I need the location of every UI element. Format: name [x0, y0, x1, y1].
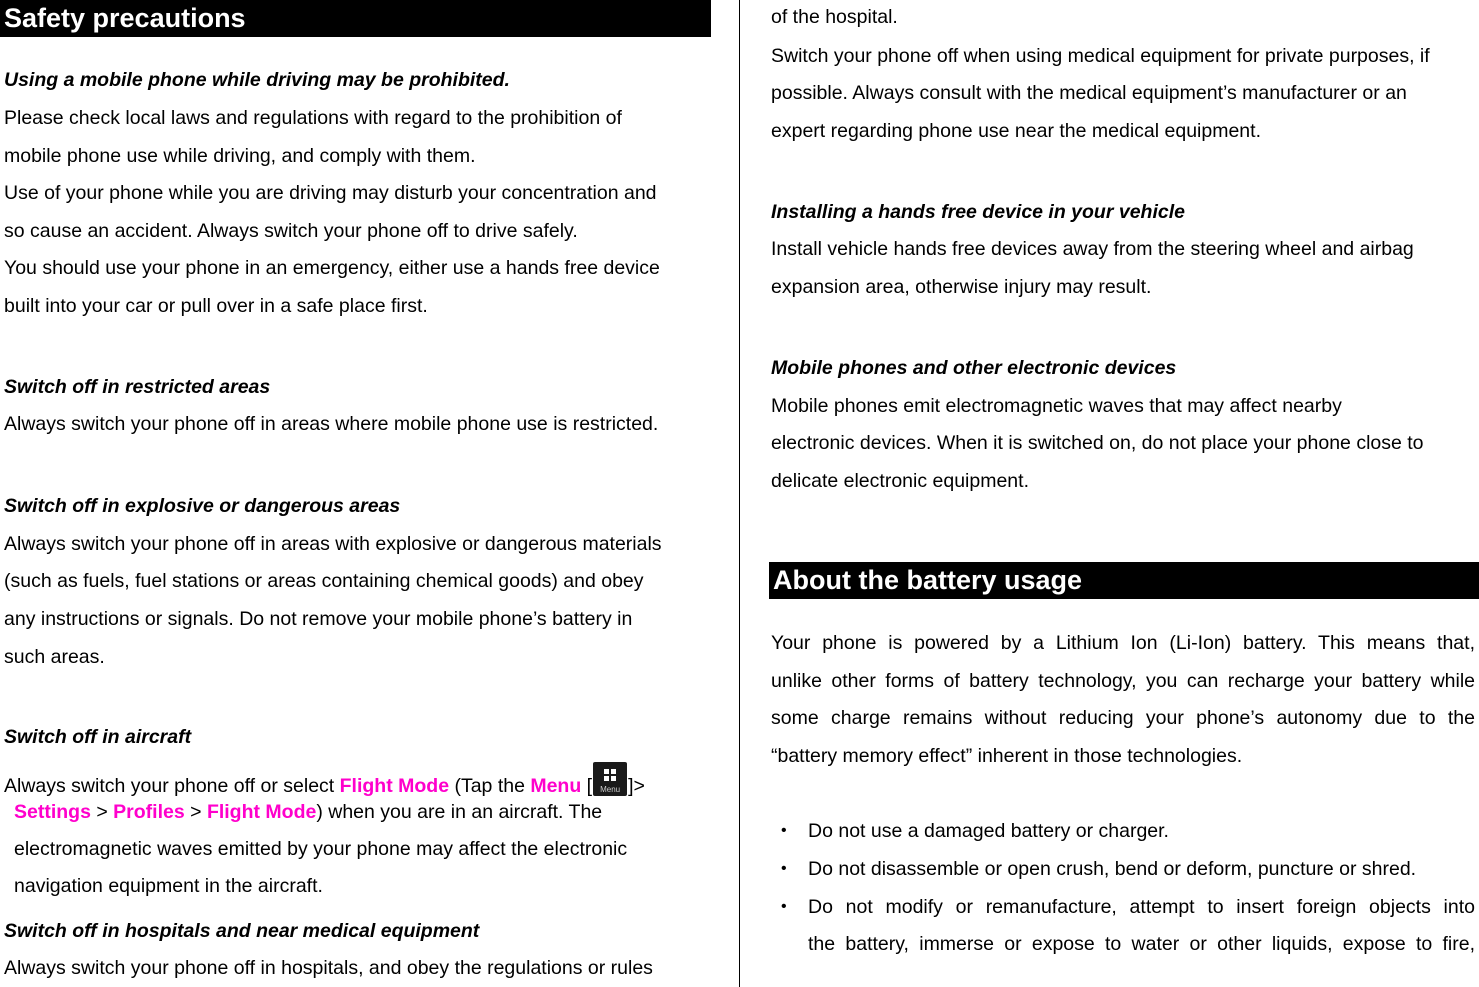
heading-aircraft: Switch off in aircraft — [4, 726, 192, 748]
text-line: built into your car or pull over in a safe place first. — [4, 295, 428, 317]
flight-mode-term: Flight Mode — [339, 775, 450, 797]
heading-hands-free: Installing a hands free device in your vehicle — [771, 201, 1185, 223]
text-line: navigation equipment in the aircraft. — [14, 875, 323, 897]
text-line: delicate electronic equipment. — [771, 470, 1029, 492]
bullet-icon: • — [781, 860, 787, 877]
text: > — [90, 801, 114, 823]
flight-mode-term: Flight Mode — [206, 801, 317, 823]
text: Always switch your phone off or select — [4, 775, 340, 797]
text-line: Please check local laws and regulations with regard to the prohibition of — [4, 107, 622, 129]
bullet-icon: • — [781, 898, 787, 915]
text-line: Mobile phones emit electromagnetic waves that may affect nearby — [771, 395, 1342, 417]
aircraft-line-1 — [4, 762, 645, 798]
bullet-text-continued: the battery, immerse or expose to water or other liquids, expose to fire, — [808, 933, 1475, 955]
heading-electronic-devices: Mobile phones and other electronic devices — [771, 357, 1177, 379]
aircraft-line-2 — [14, 800, 602, 824]
text-line: possible. Always consult with the medical equipment’s manufacturer or an — [771, 82, 1407, 104]
text-line: Always switch your phone off in hospitals, and obey the regulations or rules — [4, 957, 653, 979]
text-line: electronic devices. When it is switched on, do not place your phone close to — [771, 432, 1424, 454]
bullet-icon: • — [781, 822, 787, 839]
bullet-text: Do not modify or remanufacture, attempt to insert foreign objects into — [808, 896, 1475, 918]
heading-explosive-areas: Switch off in explosive or dangerous areas — [4, 495, 401, 517]
text-line: Install vehicle hands free devices away from the steering wheel and airbag — [771, 238, 1414, 260]
text-line: Switch your phone off when using medical equipment for private purposes, if — [771, 45, 1430, 67]
text-line: “battery memory effect” inherent in those technologies. — [771, 745, 1243, 767]
menu-term: Menu — [530, 775, 582, 797]
text-line: some charge remains without reducing your phone’s autonomy due to the — [771, 707, 1475, 729]
heading-driving: Using a mobile phone while driving may be prohibited. — [4, 69, 510, 91]
heading-restricted-areas: Switch off in restricted areas — [4, 376, 271, 398]
text: > — [184, 801, 207, 823]
text-line: expansion area, otherwise injury may result. — [771, 276, 1152, 298]
text-line: Your phone is powered by a Lithium Ion (Li-Ion) battery. This means that, — [771, 632, 1475, 654]
profiles-term: Profiles — [113, 801, 185, 823]
heading-hospitals: Switch off in hospitals and near medical equipment — [4, 920, 480, 942]
text-line: so cause an accident. Always switch your phone off to drive safely. — [4, 220, 578, 242]
text-line: unlike other forms of battery technology, you can recharge your battery while — [771, 670, 1475, 692]
text: ) when you are in an aircraft. The — [316, 801, 603, 823]
text-line: Always switch your phone off in areas with explosive or dangerous materials — [4, 533, 662, 555]
section-header-safety: Safety precautions — [0, 0, 711, 37]
text: ]> — [628, 775, 645, 797]
text-line: expert regarding phone use near the medical equipment. — [771, 120, 1261, 142]
section-header-battery: About the battery usage — [769, 562, 1479, 599]
bullet-text: Do not disassemble or open crush, bend or deform, puncture or shred. — [808, 858, 1417, 880]
text-line: Always switch your phone off in areas where mobile phone use is restricted. — [4, 413, 659, 435]
settings-term: Settings — [14, 801, 91, 823]
text-line: of the hospital. — [771, 6, 898, 28]
bullet-text: Do not use a damaged battery or charger. — [808, 820, 1169, 842]
text-line: (such as fuels, fuel stations or areas containing chemical goods) and obey — [4, 570, 644, 592]
text-line: any instructions or signals. Do not remove your mobile phone’s battery in — [4, 608, 633, 630]
text: (Tap the — [449, 775, 531, 797]
text-line: such areas. — [4, 646, 105, 668]
text-line: mobile phone use while driving, and comply with them. — [4, 145, 476, 167]
menu-icon: Menu — [593, 762, 627, 796]
text-line: Use of your phone while you are driving may disturb your concentration and — [4, 182, 657, 204]
text: [ — [581, 775, 593, 797]
text-line: electromagnetic waves emitted by your phone may affect the electronic — [14, 838, 628, 860]
column-divider — [739, 0, 740, 987]
text-line: You should use your phone in an emergency, either use a hands free device — [4, 257, 660, 279]
